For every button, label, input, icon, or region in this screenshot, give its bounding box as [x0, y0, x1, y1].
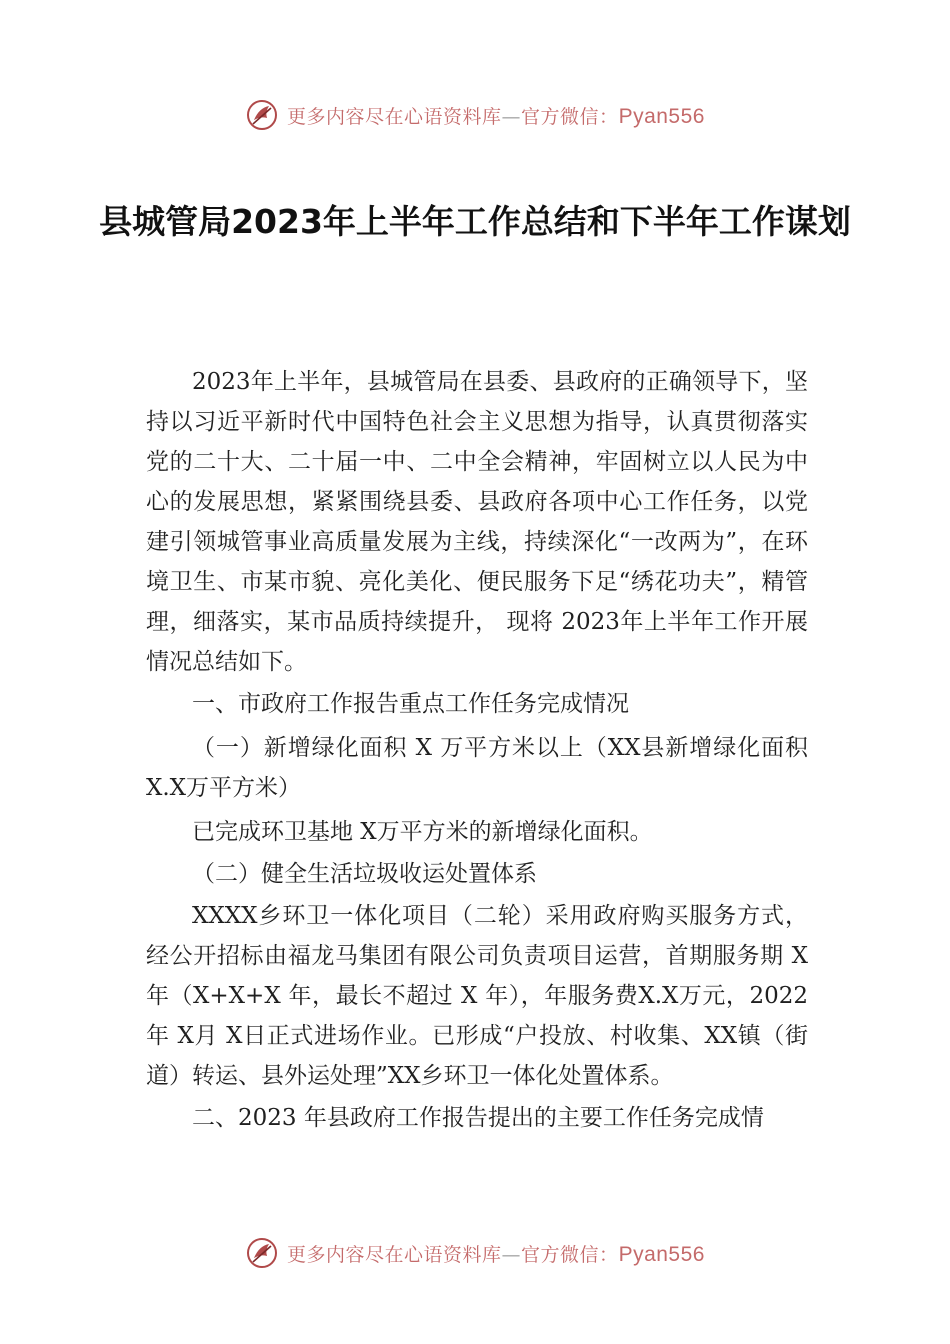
subheading-1-2: （二）健全生活垃圾收运处置体系	[192, 861, 537, 887]
watermark-library: 更多内容尽在心语资料库	[287, 1243, 502, 1266]
watermark-account: Pyan556	[618, 1242, 705, 1266]
page-title: 县城管局2023年上半年工作总结和下半年工作谋划	[99, 202, 851, 241]
heading-section-2: 二、2023 年县政府工作报告提出的主要工作任务完成情	[192, 1105, 764, 1131]
paragraph-1-2: XXXX乡环卫一体化项目（二轮）采用政府购买服务方式，经公开招标由福龙马集团有限公司负责项目运营，首期服务期 X 年（X+X+X 年，最长不超过 X 年），年服务费X.X万元，2022年 X月 X日正式进场作业。已形成“户投放、村收集、XX镇（街道）转运、县外运处理”XX乡环卫一体化处置体系。	[146, 903, 808, 1089]
subheading-1-1: （一）新增绿化面积 X 万平方米以上（XX县新增绿化面积 X.X万平方米）	[146, 735, 808, 801]
watermark-header	[0, 95, 950, 135]
watermark-footer	[0, 1233, 950, 1273]
watermark-wechat-label: 官方微信：	[521, 1243, 619, 1266]
watermark-text	[287, 1240, 705, 1267]
paragraph-1-1: 已完成环卫基地 X万平方米的新增绿化面积。	[192, 819, 653, 845]
document-body	[146, 362, 808, 1138]
watermark-account: Pyan556	[618, 104, 705, 128]
watermark-wechat-label: 官方微信：	[521, 105, 619, 128]
heading-section-1: 一、市政府工作报告重点工作任务完成情况	[192, 691, 629, 717]
paragraph-intro: 2023年上半年，县城管局在县委、县政府的正确领导下，坚持以习近平新时代中国特色社会主义思想为指导，认真贯彻落实党的二十大、二十届一中、二中全会精神，牢固树立以人民为中心的发展思想，紧紧围绕县委、县政府各项中心工作任务，以党建引领城管事业高质量发展为主线，持续深化“一改两为”，在环境卫生、市某市貌、亮化美化、便民服务下足“绣花功夫”，精管理，细落实，某市品质持续提升， 现将 2023年上半年工作开展情况总结如下。	[146, 369, 808, 675]
watermark-text	[287, 102, 705, 129]
watermark-library: 更多内容尽在心语资料库	[287, 105, 502, 128]
writing-hand-logo-icon	[245, 98, 279, 132]
writing-hand-logo-icon	[245, 1236, 279, 1270]
watermark-separator: —	[501, 105, 522, 128]
watermark-separator: —	[501, 1243, 522, 1266]
